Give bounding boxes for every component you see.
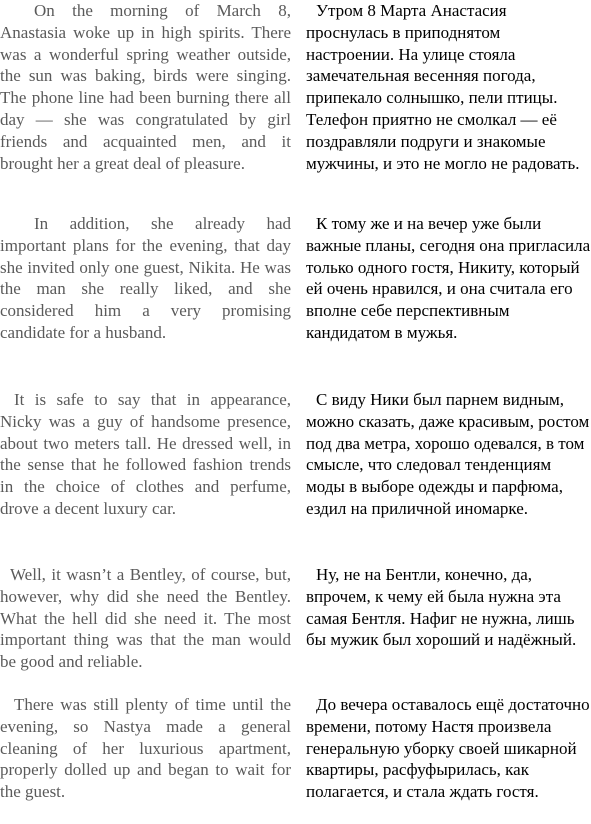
russian-paragraph-5: До вечера оставалось ещё достаточно времени, потому Настя произвела генеральную уборку своей шикарной квартиры, расфуфырилась, как полагается, и стала ждать гостя. <box>306 695 590 802</box>
russian-paragraph-2: К тому же и на вечер уже были важные планы, сегодня она пригласила только одного гостя, Никиту, который ей очень нравился, и она считала его вполне себе перспективным кандидатом в мужья. <box>306 214 591 342</box>
russian-paragraph-3: С виду Ники был парнем видным, можно сказать, даже красивым, ростом под два метра, хорошо одевался, в том смысле, что следовал тенденциям моды в выборе одежды и парфюма, ездил на приличной иномарке. <box>306 390 590 518</box>
english-paragraph-4: Well, it wasn’t a Bentley, of course, but, however, why did she need the Bentley. What the hell did she need it. The most important thing was that the man would be good and reliable. <box>0 565 291 672</box>
russian-paragraph-1: Утром 8 Марта Анастасия проснулась в приподнятом настроении. На улице стояла замечательная весенняя погода, припекало солнышко, пели птицы. Телефон приятно не смолкал — её поздравляли подруги и знакомые мужчины, и это не могло не радовать. <box>306 1 580 173</box>
english-paragraph-5: There was still plenty of time until the evening, so Nastya made a general cleaning of her luxurious apartment, properly dolled up and began to wait for the guest. <box>0 695 291 802</box>
english-paragraph-1: On the morning of March 8, Anastasia woke up in high spirits. There was a wonderful spring weather outside, the sun was baking, birds were singing. The phone line had been burning there all day — she was congratulated by girl friends and acquainted men, and it brought her a great deal of pleasure. <box>0 1 291 173</box>
english-paragraph-3: It is safe to say that in appearance, Nicky was a guy of handsome presence, about two meters tall. He dressed well, in the sense that he followed fashion trends in the choice of clothes and perfume, drove a decent luxury car. <box>0 390 291 518</box>
russian-paragraph-4: Ну, не на Бентли, конечно, да, впрочем, к чему ей была нужна эта самая Бентля. Нафиг не нужна, лишь бы мужик был хороший и надёжный. <box>306 565 577 650</box>
english-paragraph-2: In addition, she already had important plans for the evening, that day she invited only one guest, Nikita. He was the man she really liked, and she considered him a very promising candidate for a husband. <box>0 214 291 342</box>
